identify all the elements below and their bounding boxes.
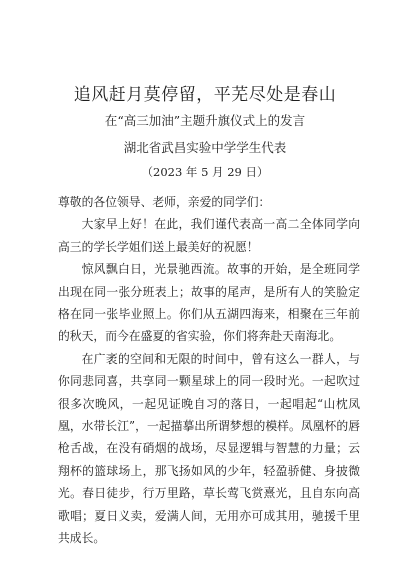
paragraph-2: 惊风飘白日，光景驰西流。故事的开始，是全班同学出现在同一张分班表上；故事的尾声，是所有人的笑脸定格在同一张毕业照上。你们从五湖四海来，相聚在三年前的秋天，而今在盛夏的省实验，你们将奔赴天南海北。 [58,262,360,344]
document-title: 追风赶月莫停留，平芜尽处是春山 [73,85,337,105]
event-subtitle: 在“高三加油”主题升旗仪式上的发言 [104,113,306,128]
speech-body [58,191,360,550]
speech-date: （2023 年 5 月 29 日） [141,165,269,179]
paragraph-3: 在广袤的空间和无限的时间中，曾有这么一群人，与你同悲同喜，共享同一颗星球上的同一段时光。一起吹过很多次晚风，一起见证晚自习的落日，一起唱起“山枕凤凰，水带长江”，一起描摹出所谓梦想的模样。凤凰杯的唇枪舌战，在没有硝烟的战场，尽显逻辑与智慧的力量；云翔杯的篮球场上，那飞扬如风的少年，轻盈骄健、身披微光。春日徒步，行万里路，草长莺飞赏熹光，且自东向高歌唱；夏日义卖，爱满人间，无用亦可成其用，驰援千里共成长。 [58,351,360,546]
salutation: 尊敬的各位领导、老师，亲爱的同学们： [58,195,271,209]
paragraph-1: 大家早上好！在此，我们谨代表高一高二全体同学向高三的学长学姐们送上最美好的祝愿！ [58,217,360,254]
speaker-subtitle: 湖北省武昌实验中学学生代表 [123,140,287,155]
